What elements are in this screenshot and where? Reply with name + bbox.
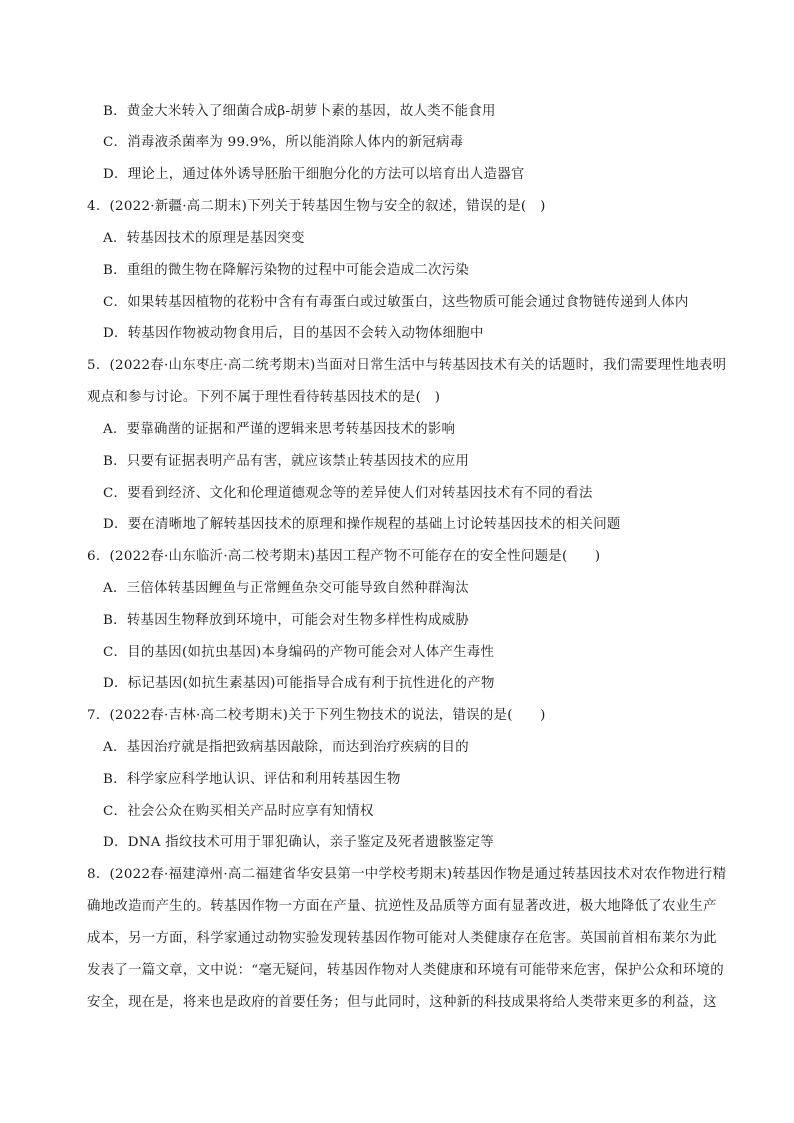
option-d-q7: D．DNA 指纹技术可用于罪犯确认，亲子鉴定及死者遗骸鉴定等 [103,835,494,850]
option-a-q5: A．要靠确凿的证据和严谨的逻辑来思考转基因技术的影响 [103,422,456,437]
question-8-stem-line-2: 确地改造而产生的。转基因作物一方面在产量、抗逆性及品质等方面有显著改进，极大地降低了农业生产 [87,899,717,914]
option-d-q6: D．标记基因(如抗生素基因)可能指导合成有利于抗性进化的产物 [103,676,495,691]
question-8-stem-line-5: 安全，现在是，将来也是政府的首要任务；但与此同时，这种新的科技成果将给人类带来更多的利益，这 [87,995,717,1010]
question-5-stem-line-2: 观点和参与讨论。下列不属于理性看待转基因技术的是( ) [87,390,441,405]
question-4-stem: 4．(2022·新疆·高二期末)下列关于转基因生物与安全的叙述，错误的是( ) [87,199,546,214]
option-d-q5: D．要在清晰地了解转基因技术的原理和操作规程的基础上讨论转基因技术的相关问题 [103,517,621,532]
option-b-q3: B．黄金大米转入了细菌合成β-胡萝卜素的基因，故人类不能食用 [103,104,496,119]
option-c-q3: C．消毒液杀菌率为 99.9%，所以能消除人体内的新冠病毒 [103,135,464,150]
option-b-q6: B．转基因生物释放到环境中，可能会对生物多样性构成威胁 [103,613,470,628]
option-c-q7: C．社会公众在购买相关产品时应享有知情权 [103,804,374,819]
option-d-q4: D．转基因作物被动物食用后，目的基因不会转入动物体细胞中 [103,326,484,341]
option-d-q3: D．理论上，通过体外诱导胚胎干细胞分化的方法可以培育出人造器官 [103,167,525,182]
option-b-q4: B．重组的微生物在降解污染物的过程中可能会造成二次污染 [103,263,470,278]
question-8-stem-line-4: 发表了一篇文章，文中说：“毫无疑问，转基因作物对人类健康和环境有可能带来危害，保护公众和环境的 [87,963,724,978]
question-7-stem: 7．(2022春·吉林·高二校考期末)关于下列生物技术的说法，错误的是( ) [87,708,546,723]
option-c-q4: C．如果转基因植物的花粉中含有有毒蛋白或过敏蛋白，这些物质可能会通过食物链传递到人体内 [103,295,689,310]
option-a-q6: A．三倍体转基因鲤鱼与正常鲤鱼杂交可能导致自然种群淘汰 [103,581,469,596]
question-8-stem-line-3: 成本，另一方面，科学家通过动物实验发现转基因作物可能对人类健康存在危害。英国前首相布莱尔为此 [87,931,717,946]
option-b-q5: B．只要有证据表明产品有害，就应该禁止转基因技术的应用 [103,454,470,469]
option-b-q7: B．科学家应科学地认识、评估和利用转基因生物 [103,772,401,787]
option-a-q7: A．基因治疗就是指把致病基因敲除，而达到治疗疾病的目的 [103,740,469,755]
option-a-q4: A．转基因技术的原理是基因突变 [103,231,305,246]
question-8-stem-line-1: 8．(2022春·福建漳州·高二福建省华安县第一中学校考期末)转基因作物是通过转基因技术对农作物进行精 [87,867,727,882]
option-c-q6: C．目的基因(如抗虫基因)本身编码的产物可能会对人体产生毒性 [103,645,495,660]
question-5-stem-line-1: 5．(2022春·山东枣庄·高二统考期末)当面对日常生活中与转基因技术有关的话题时，我们需要理性地表明 [87,358,727,373]
option-c-q5: C．要看到经济、文化和伦理道德观念等的差异使人们对转基因技术有不同的看法 [103,486,593,501]
question-6-stem: 6．(2022春·山东临沂·高二校考期末)基因工程产物不可能存在的安全性问题是( ) [87,549,601,564]
